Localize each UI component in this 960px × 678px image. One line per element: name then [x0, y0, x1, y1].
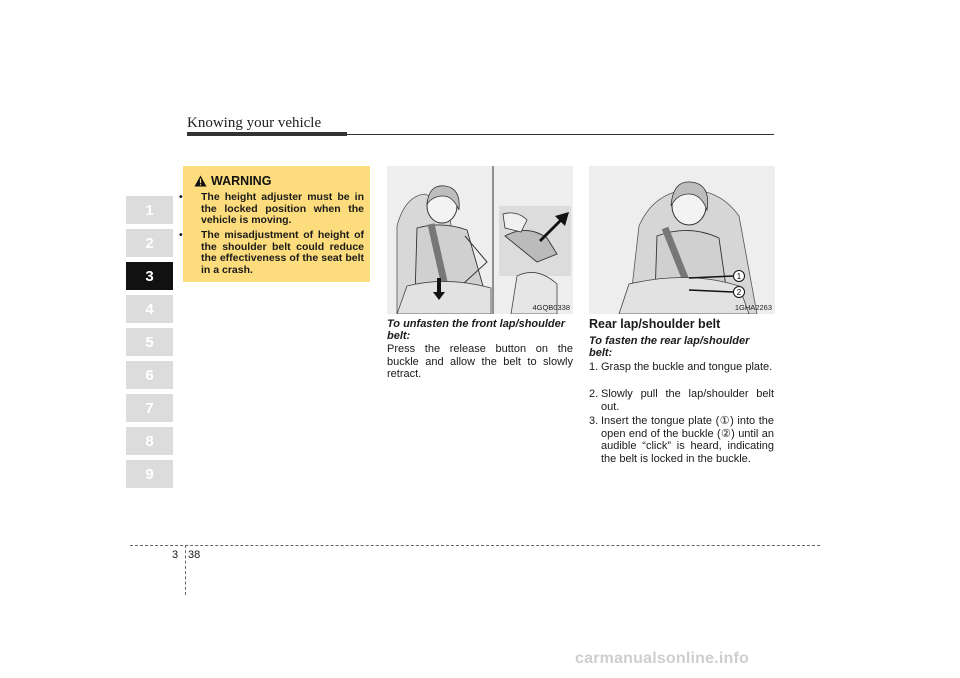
header-accent-bar: [187, 132, 347, 136]
callout-2: 2: [736, 288, 742, 297]
rear-belt-illustration: [589, 166, 775, 314]
warning-item-1: • The height adjuster must be in the locked position when the vehicle is moving.: [179, 191, 364, 227]
chapter-tab-8[interactable]: 8: [126, 427, 173, 455]
unfasten-belt-illustration: [387, 166, 573, 314]
footer-vertical-rule: [185, 545, 186, 595]
figure-unfasten-belt: [387, 166, 573, 314]
footer-chapter-number: 3: [172, 549, 179, 561]
section-title: Knowing your vehicle: [187, 115, 322, 131]
step-3: 3. Insert the tongue plate (①) into the open end of the buckle (②) until an audible “click” is heard, indicating the belt is locked in the buckle.: [589, 415, 774, 465]
step-1: 1. Grasp the buckle and tongue plate.: [589, 361, 773, 373]
footer-rule: [130, 545, 820, 546]
callout-1: 1: [736, 272, 742, 281]
watermark: carmanualsonline.info: [575, 650, 750, 667]
chapter-tab-2[interactable]: 2: [126, 229, 173, 257]
warning-triangle-icon: [194, 175, 207, 187]
chapter-tab-9[interactable]: 9: [126, 460, 173, 488]
figure-rear-belt: [589, 166, 775, 314]
chapter-tab-4[interactable]: 4: [126, 295, 173, 323]
warning-title: WARNING: [211, 174, 272, 188]
warning-item-2: • The misadjustment of height of the shoulder belt could reduce the effectiveness of the seat belt in a crash.: [179, 229, 364, 276]
chapter-tab-5[interactable]: 5: [126, 328, 173, 356]
chapter-tab-6[interactable]: 6: [126, 361, 173, 389]
figure-code: 1GHA2263: [734, 303, 772, 312]
figure-code: 4GQB0338: [532, 303, 570, 312]
warning-header: [194, 174, 271, 188]
rear-belt-subheading: To fasten the rear lap/shoulder belt:: [589, 335, 750, 359]
chapter-tab-7[interactable]: 7: [126, 394, 173, 422]
step-2: 2. Slowly pull the lap/shoulder belt out.: [589, 388, 774, 413]
footer-page-number: 38: [188, 549, 201, 561]
unfasten-heading: To unfasten the front lap/shoulder belt:: [387, 318, 566, 342]
rear-belt-heading: Rear lap/shoulder belt: [589, 317, 721, 331]
chapter-tab-3[interactable]: 3: [126, 262, 173, 290]
chapter-tab-1[interactable]: 1: [126, 196, 173, 224]
unfasten-body: Press the release button on the buckle and allow the belt to slowly retract.: [387, 343, 573, 380]
